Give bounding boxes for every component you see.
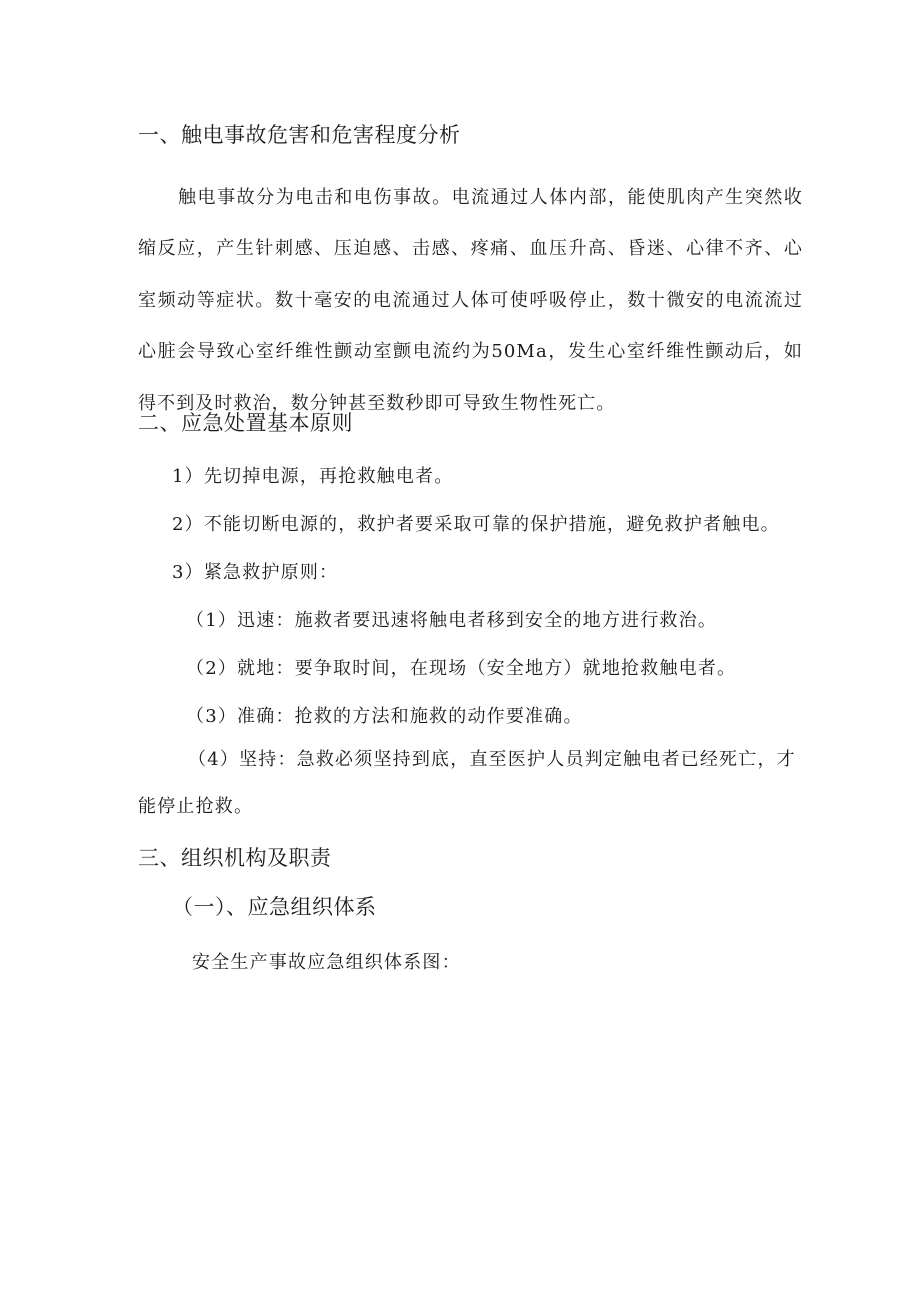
principle-item-3: 3）紧急救护原则：: [172, 562, 339, 583]
section-heading-hazard-analysis: 一、触电事故危害和危害程度分析: [138, 123, 461, 147]
principle-item-2: 2）不能切断电源的，救护者要采取可靠的保护措施，避免救护者触电。: [172, 514, 780, 535]
rescue-principle-onsite: （2）就地：要争取时间，在现场（安全地方）就地抢救触电者。: [186, 658, 737, 679]
rescue-principle-accuracy: （3）准确：抢救的方法和施救的动作要准确。: [186, 706, 583, 727]
org-chart-caption: 安全生产事故应急组织体系图：: [192, 952, 461, 973]
subsection-heading-emergency-system: （一）、应急组织体系: [172, 895, 377, 919]
principle-item-1: 1）先切掉电源，再抢救触电者。: [172, 466, 454, 487]
section-heading-organization: 三、组织机构及职责: [138, 846, 332, 870]
rescue-principle-speed: （1）迅速：施救者要迅速将触电者移到安全的地方进行救治。: [186, 610, 718, 631]
hazard-description-paragraph: 触电事故分为电击和电伤事故。电流通过人体内部，能使肌肉产生突然收缩反应，产生针刺感、压迫感、击感、疼痛、血压升高、昏迷、心律不齐、心室频动等症状。数十毫安的电流通过人体可使呼吸停止，数十微安的电流流过心脏会导致心室纤维性颤动室颤电流约为50Ma，发生心室纤维性颤动后，如得不到及时救治，数分钟甚至数秒即可导致生物性死亡。: [138, 187, 803, 414]
rescue-principle-persistence: （4）坚持：急救必须坚持到底，直至医护人员判定触电者已经死亡，才能停止抢救。: [138, 749, 796, 817]
section-heading-emergency-principles: 二、应急处置基本原则: [138, 411, 353, 435]
